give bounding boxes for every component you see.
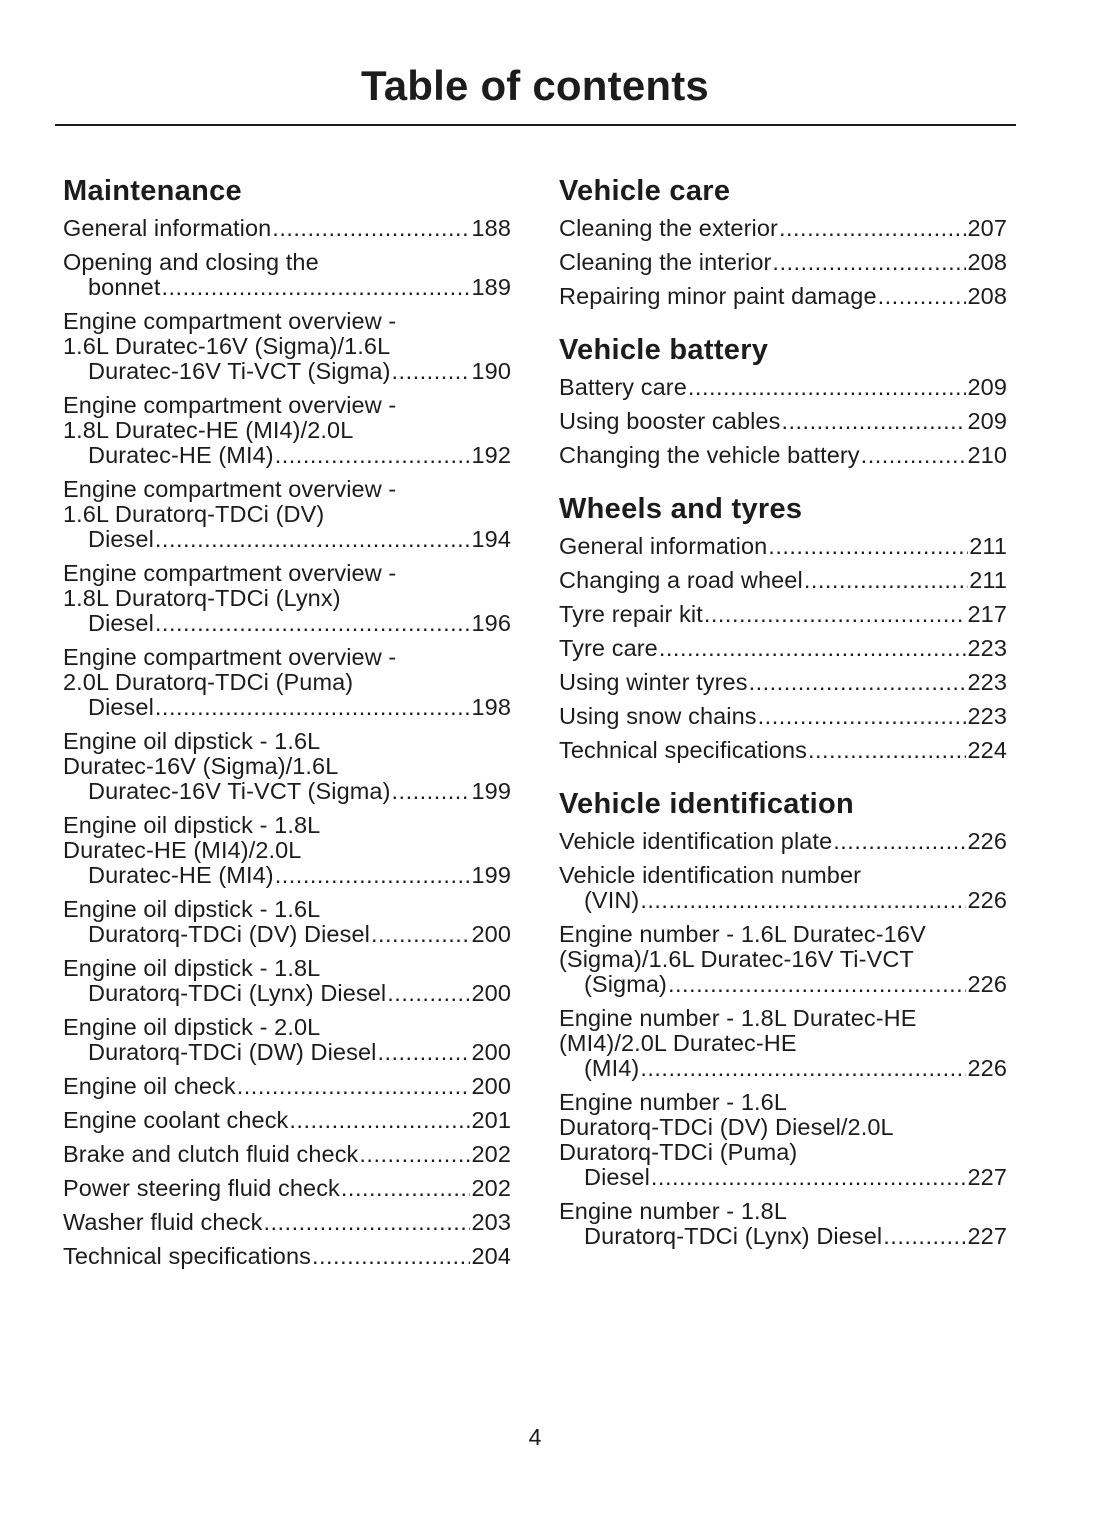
toc-entry[interactable] (559, 216, 1007, 241)
entry-final-line (559, 704, 1007, 729)
toc-entry[interactable] (63, 897, 511, 947)
entry-text-line: Engine number - 1.8L (559, 1198, 788, 1224)
toc-entry[interactable] (63, 956, 511, 1006)
entry-title: (VIN) (584, 887, 640, 913)
dot-leader (341, 1176, 471, 1201)
entry-page-number: 201 (471, 1107, 511, 1133)
entry-page-number: 199 (471, 862, 511, 888)
entry-final-line (63, 1210, 511, 1235)
entry-page-number: 226 (967, 971, 1007, 997)
entry-title: Vehicle identification plate (559, 828, 833, 854)
entry-text-line: 1.6L Duratec-16V (Sigma)/1.6L (63, 333, 391, 359)
dot-leader (651, 1165, 967, 1190)
dot-leader (878, 284, 967, 309)
section-heading: Vehicle battery (559, 334, 769, 366)
entry-final-line (88, 981, 511, 1006)
toc-entry[interactable] (559, 375, 1007, 400)
toc-entry[interactable] (559, 250, 1007, 275)
entry-page-number: 210 (967, 442, 1007, 468)
entry-page-number: 209 (967, 408, 1007, 434)
dot-leader (640, 888, 966, 913)
toc-entry[interactable] (559, 284, 1007, 309)
entry-final-line (559, 284, 1007, 309)
entry-page-number: 227 (967, 1223, 1007, 1249)
dot-leader (758, 704, 967, 729)
dot-leader (768, 534, 968, 559)
entry-final-line (559, 216, 1007, 241)
toc-entry[interactable] (559, 829, 1007, 854)
page-number: 4 (528, 1424, 542, 1450)
entry-final-line (63, 1108, 511, 1133)
entry-title: General information (559, 533, 768, 559)
toc-entry[interactable] (63, 1015, 511, 1065)
entry-text-line: 1.8L Duratorq-TDCi (Lynx) (63, 585, 341, 611)
entry-title: Diesel (88, 610, 154, 636)
entry-page-number: 194 (471, 526, 511, 552)
toc-entry[interactable] (559, 1006, 1007, 1081)
entry-text-line: Duratorq-TDCi (DV) Diesel/2.0L (559, 1114, 894, 1140)
toc-entry[interactable] (559, 534, 1007, 559)
entry-page-number: 200 (471, 980, 511, 1006)
entry-final-line (559, 636, 1007, 661)
toc-entry[interactable] (63, 1176, 511, 1201)
toc-entry[interactable] (559, 602, 1007, 627)
entry-final-line (584, 1165, 1007, 1190)
toc-entry[interactable] (559, 636, 1007, 661)
dot-leader (804, 568, 968, 593)
dot-leader (263, 1210, 470, 1235)
entry-final-line (63, 1244, 511, 1269)
entry-page-number: 198 (471, 694, 511, 720)
entry-final-line (88, 863, 511, 888)
dot-leader (155, 611, 471, 636)
entry-text-line: Engine compartment overview - (63, 308, 397, 334)
entry-title: General information (63, 215, 272, 241)
entry-text-line: Engine number - 1.6L Duratec-16V (559, 921, 926, 947)
dot-leader (668, 972, 967, 997)
entry-text-line: 1.6L Duratorq-TDCi (DV) (63, 501, 325, 527)
toc-entry[interactable] (559, 409, 1007, 434)
entry-text-line: Duratec-HE (MI4)/2.0L (63, 837, 302, 863)
toc-entry[interactable] (63, 1074, 511, 1099)
entry-page-number: 190 (471, 358, 511, 384)
entry-title: Duratorq-TDCi (Lynx) Diesel (88, 980, 387, 1006)
toc-entry[interactable] (559, 1199, 1007, 1249)
entry-page-number: 188 (471, 215, 511, 241)
entry-final-line (584, 888, 1007, 913)
toc-section-maintenance (63, 172, 511, 1269)
page-title: Table of contents (361, 62, 709, 109)
entry-title: Cleaning the interior (559, 249, 772, 275)
toc-entry[interactable] (63, 477, 511, 552)
entry-title: Technical specifications (63, 1243, 311, 1269)
dot-leader (808, 738, 967, 763)
section-heading: Maintenance (63, 175, 242, 207)
entry-page-number: 209 (967, 374, 1007, 400)
entry-page-number: 199 (471, 778, 511, 804)
toc-entry[interactable] (63, 813, 511, 888)
entry-text-line: Engine number - 1.6L (559, 1089, 788, 1115)
entry-page-number: 196 (471, 610, 511, 636)
entry-title: Diesel (88, 694, 154, 720)
entry-page-number: 208 (967, 249, 1007, 275)
dot-leader (883, 1224, 966, 1249)
dot-leader (161, 275, 470, 300)
dot-leader (659, 636, 967, 661)
toc-section-wheels-and-tyres (559, 490, 1007, 763)
entry-title: Washer fluid check (63, 1209, 263, 1235)
entry-page-number: 226 (967, 1055, 1007, 1081)
toc-entry[interactable] (63, 729, 511, 804)
entry-page-number: 224 (967, 737, 1007, 763)
entry-title: Duratorq-TDCi (Lynx) Diesel (584, 1223, 883, 1249)
toc-entry[interactable] (559, 738, 1007, 763)
entry-text-line: (MI4)/2.0L Duratec-HE (559, 1030, 797, 1056)
entry-final-line (88, 359, 511, 384)
entry-text-line: Engine compartment overview - (63, 392, 397, 418)
entry-title: Battery care (559, 374, 687, 400)
dot-leader (155, 695, 471, 720)
entry-text-line: Opening and closing the (63, 249, 319, 275)
entry-text-line: 2.0L Duratorq-TDCi (Puma) (63, 669, 354, 695)
entry-final-line (559, 534, 1007, 559)
entry-title: Brake and clutch fluid check (63, 1141, 359, 1167)
toc-section-vehicle-identification (559, 785, 1007, 1249)
toc-entry[interactable] (559, 704, 1007, 729)
dot-leader (779, 216, 967, 241)
entry-title: Duratorq-TDCi (DW) Diesel (88, 1039, 377, 1065)
entry-page-number: 217 (967, 601, 1007, 627)
entry-text-line: Engine number - 1.8L Duratec-HE (559, 1005, 917, 1031)
dot-leader (781, 409, 966, 434)
entry-final-line (88, 1040, 511, 1065)
dot-leader (275, 863, 471, 888)
toc-entry[interactable] (63, 645, 511, 720)
entry-title: Duratec-HE (MI4) (88, 442, 274, 468)
entry-title: Tyre repair kit (559, 601, 703, 627)
toc-entry[interactable] (63, 1210, 511, 1235)
dot-leader (833, 829, 966, 854)
toc-entry[interactable] (559, 443, 1007, 468)
entry-text-line: Engine oil dipstick - 2.0L (63, 1014, 321, 1040)
entry-text-line: Engine oil dipstick - 1.6L (63, 728, 321, 754)
entry-page-number: 189 (471, 274, 511, 300)
toc-section-vehicle-care (559, 172, 1007, 309)
entry-final-line (559, 409, 1007, 434)
entry-title: Duratec-HE (MI4) (88, 862, 274, 888)
entry-text-line: Engine oil dipstick - 1.8L (63, 812, 321, 838)
dot-leader (387, 981, 470, 1006)
entry-title: Engine oil check (63, 1073, 236, 1099)
toc-entry[interactable] (559, 863, 1007, 913)
entry-final-line (63, 1142, 511, 1167)
toc-entry[interactable] (63, 216, 511, 241)
entry-text-line: 1.8L Duratec-HE (MI4)/2.0L (63, 417, 354, 443)
entry-title: Power steering fluid check (63, 1175, 340, 1201)
entry-text-line: Duratec-16V (Sigma)/1.6L (63, 753, 339, 779)
dot-leader (312, 1244, 471, 1269)
entry-title: (Sigma) (584, 971, 667, 997)
entry-page-number: 227 (967, 1164, 1007, 1190)
toc-entry[interactable] (559, 1090, 1007, 1190)
entry-title: Duratorq-TDCi (DV) Diesel (88, 921, 370, 947)
entry-title: Using winter tyres (559, 669, 748, 695)
entry-page-number: 207 (967, 215, 1007, 241)
entry-page-number: 202 (471, 1141, 511, 1167)
entry-final-line (559, 670, 1007, 695)
entry-page-number: 211 (969, 567, 1007, 593)
entry-title: bonnet (88, 274, 161, 300)
entry-final-line (63, 1176, 511, 1201)
entry-final-line (584, 972, 1007, 997)
dot-leader (861, 443, 967, 468)
entry-title: (MI4) (584, 1055, 640, 1081)
entry-final-line (584, 1224, 1007, 1249)
dot-leader (275, 443, 471, 468)
entry-text-line: Engine compartment overview - (63, 560, 397, 586)
toc-entry[interactable] (63, 250, 511, 300)
entry-final-line (559, 375, 1007, 400)
title-divider (55, 124, 1016, 126)
entry-page-number: 200 (471, 1073, 511, 1099)
entry-final-line (559, 568, 1007, 593)
entry-title: Engine coolant check (63, 1107, 289, 1133)
entry-page-number: 223 (967, 669, 1007, 695)
dot-leader (392, 359, 471, 384)
entry-title: Tyre care (559, 635, 658, 661)
section-heading: Vehicle identification (559, 788, 855, 820)
entry-final-line (88, 443, 511, 468)
entry-text-line: Engine compartment overview - (63, 644, 397, 670)
entry-title: Using booster cables (559, 408, 781, 434)
dot-leader (237, 1074, 471, 1099)
entry-text-line: Engine oil dipstick - 1.6L (63, 896, 321, 922)
entry-title: Diesel (88, 526, 154, 552)
entry-title: Repairing minor paint damage (559, 283, 877, 309)
toc-entry[interactable] (63, 1108, 511, 1133)
entry-page-number: 223 (967, 635, 1007, 661)
entry-final-line (63, 216, 511, 241)
entry-page-number: 204 (471, 1243, 511, 1269)
entry-final-line (88, 611, 511, 636)
entry-text-line: Vehicle identification number (559, 862, 862, 888)
toc-column-right (559, 172, 1007, 1271)
entry-final-line (88, 922, 511, 947)
entry-final-line (584, 1056, 1007, 1081)
dot-leader (392, 779, 471, 804)
dot-leader (688, 375, 967, 400)
dot-leader (749, 670, 967, 695)
entry-title: Technical specifications (559, 737, 807, 763)
entry-text-line: Engine compartment overview - (63, 476, 397, 502)
toc-column-left (63, 172, 511, 1291)
entry-title: Duratec-16V Ti-VCT (Sigma) (88, 778, 391, 804)
dot-leader (704, 602, 967, 627)
entry-final-line (88, 527, 511, 552)
toc-entry[interactable] (559, 922, 1007, 997)
section-heading: Wheels and tyres (559, 493, 803, 525)
entry-final-line (559, 602, 1007, 627)
entry-final-line (88, 695, 511, 720)
entry-text-line: Duratorq-TDCi (Puma) (559, 1139, 798, 1165)
toc-entry[interactable] (63, 309, 511, 384)
entry-page-number: 208 (967, 283, 1007, 309)
entry-final-line (559, 443, 1007, 468)
entry-title: Changing the vehicle battery (559, 442, 860, 468)
entry-page-number: 226 (967, 828, 1007, 854)
entry-title: Duratec-16V Ti-VCT (Sigma) (88, 358, 391, 384)
entry-page-number: 200 (471, 921, 511, 947)
entry-title: Using snow chains (559, 703, 757, 729)
entry-page-number: 200 (471, 1039, 511, 1065)
entry-page-number: 226 (967, 887, 1007, 913)
toc-entry[interactable] (63, 1244, 511, 1269)
entry-final-line (559, 829, 1007, 854)
entry-page-number: 202 (471, 1175, 511, 1201)
section-heading: Vehicle care (559, 175, 731, 207)
toc-section-vehicle-battery (559, 331, 1007, 468)
dot-leader (272, 216, 470, 241)
entry-title: Diesel (584, 1164, 650, 1190)
entry-final-line (559, 250, 1007, 275)
entry-final-line (88, 275, 511, 300)
toc-entry[interactable] (63, 1142, 511, 1167)
toc-entry[interactable] (63, 393, 511, 468)
dot-leader (377, 1040, 470, 1065)
dot-leader (155, 527, 471, 552)
dot-leader (371, 922, 471, 947)
entry-text-line: Engine oil dipstick - 1.8L (63, 955, 321, 981)
entry-title: Cleaning the exterior (559, 215, 778, 241)
entry-page-number: 211 (969, 533, 1007, 559)
entry-final-line (559, 738, 1007, 763)
entry-page-number: 203 (471, 1209, 511, 1235)
toc-entry[interactable] (559, 568, 1007, 593)
toc-entry[interactable] (559, 670, 1007, 695)
entry-title: Changing a road wheel (559, 567, 803, 593)
entry-page-number: 192 (471, 442, 511, 468)
entry-page-number: 223 (967, 703, 1007, 729)
entry-text-line: (Sigma)/1.6L Duratec-16V Ti-VCT (559, 946, 914, 972)
dot-leader (289, 1108, 470, 1133)
toc-entry[interactable] (63, 561, 511, 636)
dot-leader (359, 1142, 470, 1167)
dot-leader (640, 1056, 966, 1081)
entry-final-line (88, 779, 511, 804)
dot-leader (772, 250, 966, 275)
entry-final-line (63, 1074, 511, 1099)
